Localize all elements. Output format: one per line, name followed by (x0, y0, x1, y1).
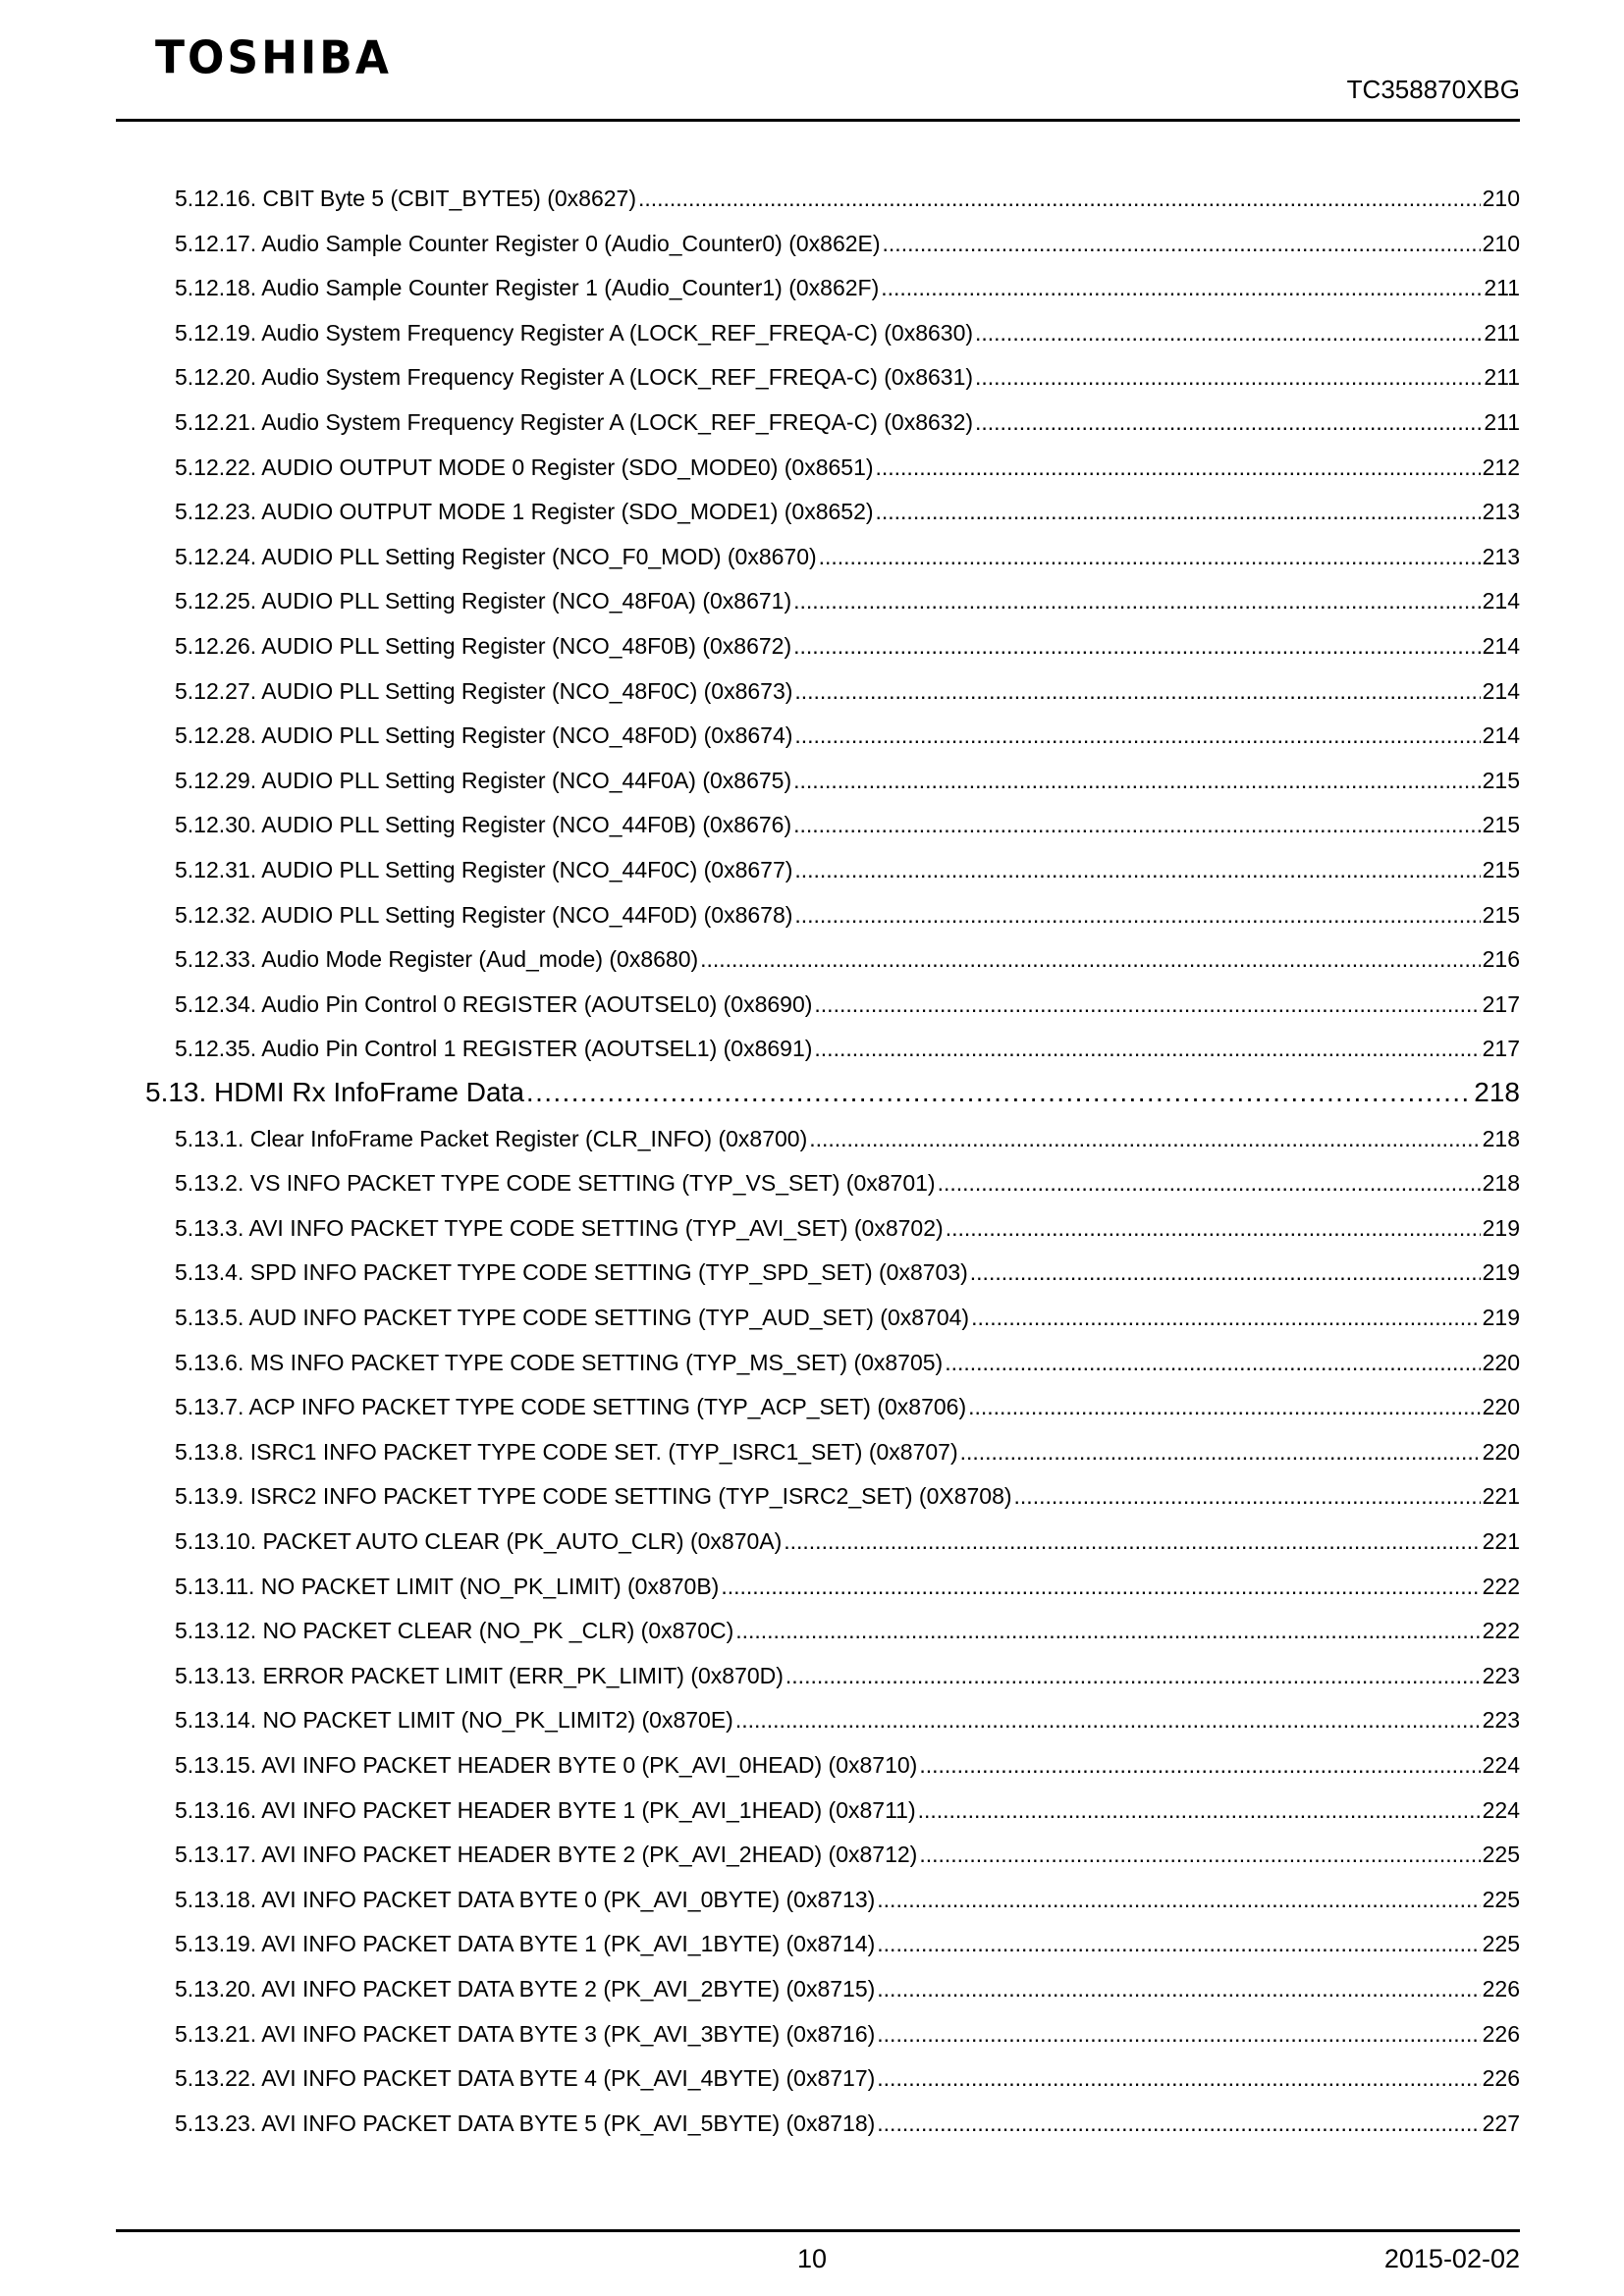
toc-entry-title: 5.13.2. VS INFO PACKET TYPE CODE SETTING (TYP_VS_SET) (0x8701) (175, 1170, 936, 1197)
toc-entry-title: 5.13.8. ISRC1 INFO PACKET TYPE CODE SET. (TYP_ISRC1_SET) (0x8707) (175, 1438, 958, 1465)
toc-dot-leader (876, 501, 1481, 523)
toc-entry[interactable] (175, 635, 1520, 658)
toc-entry[interactable] (175, 1843, 1520, 1866)
toc-entry-page: 223 (1482, 1662, 1520, 1688)
toc-entry[interactable] (175, 1662, 1520, 1688)
toc-entry[interactable] (175, 677, 1520, 704)
toc-entry[interactable] (175, 1125, 1520, 1151)
toc-entry-title: 5.12.31. AUDIO PLL Setting Register (NCO_44F0C) (0x8677) (175, 857, 793, 882)
toc-entry[interactable] (175, 1261, 1520, 1284)
toc-entry-title: 5.12.29. AUDIO PLL Setting Register (NCO_44F0A) (0x8675) (175, 767, 792, 793)
toc-entry-page: 219 (1482, 1305, 1520, 1330)
toc-entry-title: 5.12.16. CBIT Byte 5 (CBIT_BYTE5) (0x8627) (175, 186, 637, 211)
toc-entry-title: 5.12.32. AUDIO PLL Setting Register (NCO_44F0D) (0x8678) (175, 901, 793, 928)
toc-entry-page: 211 (1484, 319, 1520, 346)
toc-dot-leader (938, 1172, 1481, 1195)
toc-entry[interactable] (175, 767, 1520, 793)
toc-entry-title: 5.12.17. Audio Sample Counter Register 0 (Audio_Counter0) (0x862E) (175, 230, 881, 256)
toc-entry-title: 5.13.9. ISRC2 INFO PACKET TYPE CODE SETTING (TYP_ISRC2_SET) (0X8708) (175, 1483, 1012, 1510)
toc-entry-title: 5.13.3. AVI INFO PACKET TYPE CODE SETTING (TYP_AVI_SET) (0x8702) (175, 1214, 944, 1241)
toc-dot-leader (793, 770, 1481, 792)
toc-entry-title: 5.13.20. AVI INFO PACKET DATA BYTE 2 (PK_AVI_2BYTE) (0x8715) (175, 1976, 876, 2002)
toc-entry[interactable] (175, 230, 1520, 256)
toc-entry-title: 5.12.28. AUDIO PLL Setting Register (NCO_48F0D) (0x8674) (175, 722, 793, 749)
toc-entry[interactable] (175, 1214, 1520, 1241)
toc-entry-page: 217 (1482, 990, 1520, 1017)
toc-entry-page: 222 (1482, 1618, 1520, 1644)
toc-dot-leader (877, 1978, 1480, 2001)
toc-entry[interactable] (175, 1754, 1520, 1777)
toc-entry-page: 225 (1482, 1931, 1520, 1957)
toc-dot-leader (809, 1128, 1480, 1150)
toc-dot-leader (526, 1079, 1472, 1106)
toc-entry[interactable] (175, 2109, 1520, 2136)
toc-dot-leader (785, 1665, 1481, 1687)
toc-entry[interactable] (175, 543, 1520, 569)
toc-dot-leader (877, 2067, 1480, 2090)
toc-entry-page: 225 (1482, 1886, 1520, 1912)
toc-dot-leader (638, 187, 1481, 210)
toc-entry-title: 5.13.14. NO PACKET LIMIT (NO_PK_LIMIT2) (0x870E) (175, 1707, 733, 1734)
toc-dot-leader (1014, 1485, 1481, 1508)
toc-dot-leader (794, 904, 1480, 927)
toc-entry-title: 5.13.17. AVI INFO PACKET HEADER BYTE 2 (PK_AVI_2HEAD) (0x8712) (175, 1842, 918, 1868)
toc-entry-page: 218 (1482, 1170, 1520, 1197)
toc-entry[interactable] (175, 1438, 1520, 1465)
toc-entry[interactable] (175, 590, 1520, 613)
toc-entry-page: 212 (1482, 454, 1520, 480)
toc-dot-leader (975, 411, 1482, 434)
toc-dot-leader (975, 322, 1482, 345)
toc-entry[interactable] (175, 1620, 1520, 1642)
toc-entry[interactable] (175, 1933, 1520, 1955)
toc-dot-leader (946, 1217, 1481, 1240)
toc-dot-leader (877, 1889, 1480, 1911)
toc-entry[interactable] (175, 2020, 1520, 2047)
toc-entry-page: 226 (1482, 1976, 1520, 2002)
toc-entry-page: 220 (1482, 1349, 1520, 1375)
toc-entry-title: 5.13.22. AVI INFO PACKET DATA BYTE 4 (PK_AVI_4BYTE) (0x8717) (175, 2065, 876, 2092)
toc-entry-page: 219 (1482, 1214, 1520, 1241)
toc-entry-title: 5.13.23. AVI INFO PACKET DATA BYTE 5 (PK_AVI_5BYTE) (0x8718) (175, 2109, 876, 2136)
toc-entry[interactable] (175, 1796, 1520, 1823)
toc-entry-page: 215 (1482, 767, 1520, 793)
toc-entry-page: 215 (1482, 857, 1520, 882)
toc-dot-leader (814, 1038, 1480, 1060)
toc-entry[interactable] (175, 1575, 1520, 1598)
toc-entry[interactable] (175, 2067, 1520, 2090)
toc-entry-title: 5.13.13. ERROR PACKET LIMIT (ERR_PK_LIMIT) (0x870D) (175, 1662, 784, 1688)
toc-entry-title: 5.13.18. AVI INFO PACKET DATA BYTE 0 (PK_AVI_0BYTE) (0x8713) (175, 1886, 876, 1912)
toc-entry-page: 214 (1482, 722, 1520, 749)
toc-entry-title: 5.13.19. AVI INFO PACKET DATA BYTE 1 (PK_AVI_1BYTE) (0x8714) (175, 1931, 876, 1957)
toc-entry-title: 5.13. HDMI Rx InfoFrame Data (145, 1077, 524, 1107)
toc-dot-leader (819, 546, 1481, 568)
toc-entry-page: 218 (1474, 1077, 1520, 1107)
toc-entry-page: 216 (1482, 946, 1520, 973)
toc-entry[interactable] (175, 501, 1520, 523)
toc-section-entry[interactable] (145, 1079, 1520, 1106)
toc-entry-title: 5.13.7. ACP INFO PACKET TYPE CODE SETTING (TYP_ACP_SET) (0x8706) (175, 1394, 967, 1420)
toc-entry-page: 221 (1482, 1483, 1520, 1510)
toc-entry[interactable] (175, 1307, 1520, 1329)
toc-entry-page: 217 (1482, 1036, 1520, 1062)
toc-entry-page: 222 (1482, 1573, 1520, 1599)
toc-entry-title: 5.12.22. AUDIO OUTPUT MODE 0 Register (SDO_MODE0) (0x8651) (175, 454, 874, 480)
toc-entry[interactable] (175, 1886, 1520, 1912)
toc-dot-leader (794, 680, 1480, 703)
toc-entry-title: 5.12.33. Audio Mode Register (Aud_mode) (0x8680) (175, 946, 699, 973)
toc-entry-page: 210 (1482, 186, 1520, 211)
toc-entry[interactable] (175, 1978, 1520, 2001)
toc-dot-leader (877, 1933, 1480, 1955)
footer-rule (116, 2229, 1520, 2232)
toc-entry-title: 5.12.26. AUDIO PLL Setting Register (NCO_48F0B) (0x8672) (175, 633, 792, 659)
toshiba-logo: TOSHIBA (155, 31, 392, 85)
toc-entry-title: 5.13.15. AVI INFO PACKET HEADER BYTE 0 (PK_AVI_0HEAD) (0x8710) (175, 1752, 918, 1778)
toc-entry-page: 211 (1484, 275, 1520, 301)
toc-entry-title: 5.12.19. Audio System Frequency Register A (LOCK_REF_FREQA-C) (0x8630) (175, 319, 974, 346)
toc-entry-page: 218 (1482, 1125, 1520, 1151)
toc-dot-leader (975, 366, 1482, 389)
toc-entry[interactable] (175, 1172, 1520, 1195)
toc-entry[interactable] (175, 456, 1520, 479)
toc-entry-page: 221 (1482, 1528, 1520, 1554)
toc-dot-leader (793, 814, 1481, 836)
toc-dot-leader (877, 2023, 1480, 2046)
toc-entry-page: 215 (1482, 812, 1520, 838)
toc-entry-page: 223 (1482, 1707, 1520, 1734)
toc-entry-title: 5.12.27. AUDIO PLL Setting Register (NCO_48F0C) (0x8673) (175, 677, 793, 704)
toc-entry-title: 5.12.35. Audio Pin Control 1 REGISTER (AOUTSEL1) (0x8691) (175, 1036, 813, 1062)
toc-dot-leader (721, 1575, 1480, 1598)
toc-entry[interactable] (175, 411, 1520, 434)
toc-dot-leader (876, 456, 1481, 479)
footer-page-number: 10 (796, 2244, 828, 2273)
toc-dot-leader (883, 233, 1481, 255)
toc-entry-page: 213 (1482, 543, 1520, 569)
toc-entry-title: 5.12.18. Audio Sample Counter Register 1 (Audio_Counter1) (0x862F) (175, 275, 880, 301)
toc-entry-title: 5.12.20. Audio System Frequency Register A (LOCK_REF_FREQA-C) (0x8631) (175, 364, 974, 391)
toc-entry[interactable] (175, 1485, 1520, 1508)
toc-entry[interactable] (175, 948, 1520, 971)
toc-entry[interactable] (175, 901, 1520, 928)
toc-entry[interactable] (175, 724, 1520, 747)
toc-entry[interactable] (175, 859, 1520, 881)
toc-dot-leader (945, 1352, 1480, 1374)
toc-entry[interactable] (175, 814, 1520, 836)
toc-dot-leader (971, 1307, 1481, 1329)
toc-dot-leader (735, 1620, 1480, 1642)
toc-entry[interactable] (175, 187, 1520, 210)
toc-entry-title: 5.13.10. PACKET AUTO CLEAR (PK_AUTO_CLR) (0x870A) (175, 1528, 783, 1554)
toc-entry-title: 5.12.21. Audio System Frequency Register A (LOCK_REF_FREQA-C) (0x8632) (175, 409, 974, 435)
toc-dot-leader (968, 1396, 1481, 1418)
toc-entry-page: 211 (1484, 364, 1520, 391)
toc-dot-leader (793, 590, 1481, 613)
toc-entry-title: 5.12.34. Audio Pin Control 0 REGISTER (AOUTSEL0) (0x8690) (175, 990, 813, 1017)
toc-entry[interactable] (175, 1709, 1520, 1732)
toc-entry-title: 5.13.5. AUD INFO PACKET TYPE CODE SETTING (TYP_AUD_SET) (0x8704) (175, 1305, 970, 1330)
toc-entry-page: 224 (1482, 1796, 1520, 1823)
toc-entry-page: 211 (1484, 409, 1520, 435)
toc-dot-leader (735, 1709, 1481, 1732)
toc-entry-page: 224 (1482, 1752, 1520, 1778)
toc-dot-leader (881, 277, 1482, 299)
toc-entry-page: 214 (1482, 677, 1520, 704)
toc-entry[interactable] (175, 990, 1520, 1017)
part-number: TC358870XBG (1346, 75, 1520, 104)
toc-entry-title: 5.13.6. MS INFO PACKET TYPE CODE SETTING (TYP_MS_SET) (0x8705) (175, 1349, 944, 1375)
toc-dot-leader (970, 1261, 1481, 1284)
toc-entry-page: 215 (1482, 901, 1520, 928)
toc-entry-title: 5.13.1. Clear InfoFrame Packet Register (CLR_INFO) (0x8700) (175, 1125, 808, 1151)
toc-dot-leader (877, 2112, 1480, 2135)
toc-entry[interactable] (175, 1396, 1520, 1418)
toc-entry-title: 5.13.12. NO PACKET CLEAR (NO_PK _CLR) (0x870C) (175, 1618, 734, 1644)
toc-entry-page: 220 (1482, 1394, 1520, 1420)
toc-dot-leader (919, 1754, 1480, 1777)
footer-date: 2015-02-02 (1383, 2244, 1520, 2273)
toc-dot-leader (784, 1530, 1480, 1553)
toc-entry-title: 5.13.11. NO PACKET LIMIT (NO_PK_LIMIT) (0x870B) (175, 1573, 720, 1599)
toc-entry[interactable] (175, 1038, 1520, 1060)
toc-dot-leader (814, 993, 1480, 1016)
header-rule (116, 119, 1520, 122)
toc-entry-page: 210 (1482, 230, 1520, 256)
toc-dot-leader (700, 948, 1480, 971)
toc-dot-leader (918, 1799, 1481, 1822)
toc-entry-page: 214 (1482, 633, 1520, 659)
toc-entry[interactable] (175, 277, 1520, 299)
toc-entry[interactable] (175, 1530, 1520, 1553)
toc-entry-page: 226 (1482, 2065, 1520, 2092)
toc-entry[interactable] (175, 1349, 1520, 1375)
toc-entry-title: 5.12.30. AUDIO PLL Setting Register (NCO_44F0B) (0x8676) (175, 812, 792, 838)
toc-dot-leader (919, 1843, 1480, 1866)
toc-entry-page: 227 (1482, 2109, 1520, 2136)
toc-entry-title: 5.13.4. SPD INFO PACKET TYPE CODE SETTING (TYP_SPD_SET) (0x8703) (175, 1259, 968, 1286)
toc-entry-title: 5.12.23. AUDIO OUTPUT MODE 1 Register (SDO_MODE1) (0x8652) (175, 499, 874, 525)
toc-entry[interactable] (175, 366, 1520, 389)
toc-entry-title: 5.13.16. AVI INFO PACKET HEADER BYTE 1 (PK_AVI_1HEAD) (0x8711) (175, 1796, 916, 1823)
toc-entry-title: 5.12.25. AUDIO PLL Setting Register (NCO_48F0A) (0x8671) (175, 588, 792, 614)
toc-dot-leader (960, 1441, 1481, 1464)
toc-entry-page: 213 (1482, 499, 1520, 525)
toc-entry-page: 220 (1482, 1438, 1520, 1465)
toc-entry-title: 5.12.24. AUDIO PLL Setting Register (NCO_F0_MOD) (0x8670) (175, 543, 817, 569)
toc-entry-page: 219 (1482, 1259, 1520, 1286)
toc-dot-leader (794, 724, 1480, 747)
toc-entry-title: 5.13.21. AVI INFO PACKET DATA BYTE 3 (PK_AVI_3BYTE) (0x8716) (175, 2020, 876, 2047)
toc-dot-leader (793, 635, 1481, 658)
toc-entry-page: 225 (1482, 1842, 1520, 1868)
toc-dot-leader (794, 859, 1480, 881)
toc-entry[interactable] (175, 319, 1520, 346)
toc-entry-page: 214 (1482, 588, 1520, 614)
toc-entry-page: 226 (1482, 2020, 1520, 2047)
